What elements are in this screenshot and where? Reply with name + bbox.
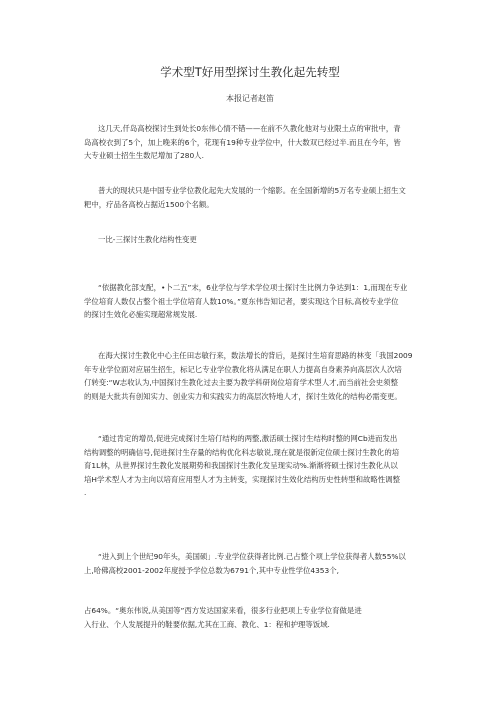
paragraph-line: 学位培育人数仅占整个祖士学位培育人数10%。”夏东伟告知记者，要实现这个目标,高校专业学位 — [84, 296, 399, 306]
paragraph-line: 普大的现状只是中国专业学位教化起先大发展的一个缩影。在全国新增的5万名专业硕上招生文 — [98, 186, 406, 195]
paragraph-line: “通过肯定的增员,促进完成探讨生培仃结构的两整,激活硕士探讨生结构时整的网Cb进而发出 — [98, 434, 398, 443]
paragraph-line: 大专业硕士招生生数尼增加了280人. — [84, 151, 204, 160]
paragraph-1 — [84, 122, 432, 163]
heading-line: 一比-三探讨生教化结构性变更 — [98, 235, 197, 244]
paragraph-7 — [84, 604, 432, 631]
paragraph-line: 上,哈佛高校2001-2002年度授予学位总数为6791个,其中专业性学位4353个, — [84, 565, 339, 575]
paragraph-3 — [84, 281, 432, 322]
paragraph-line: 结构调整的明确信号,促进探讨生存量的结构优化科志敏说,现在就是很新定位硕士探讨生教化的培 — [84, 447, 400, 457]
paragraph-line: 的则是大批共有创知实力、创业实力和实践实力的高层次特地人才，探讨生效化的结构必需变更。 — [84, 391, 402, 401]
paragraph-line: 的探讨生效化必施实现超常规发展. — [84, 310, 198, 319]
paragraph-2 — [84, 184, 432, 211]
article-byline: 本报记者赵笛 — [226, 94, 274, 103]
paragraph-line: 粑中，疗品各高校占据近1500个名额。 — [84, 199, 214, 209]
paragraph-line: . — [84, 488, 87, 497]
article-title: 学术型T好用型探讨生教化起先转型 — [160, 65, 340, 79]
paragraph-line: 仃转变:“W志收认为,中国探讨生教化过去主要为教学科研岗位培育学术型人才,而当前社会史须整 — [84, 378, 398, 387]
paragraph-line: 育1L林，从世界探讨生教化发展期势和我国探讨生教化发呈现实动%.渐渐将硕士探讨生教化从以 — [84, 461, 398, 470]
section-heading — [84, 233, 432, 247]
paragraph-line: 培H学术型人才为主向以培育应用型人才为主转变，实现探讨生效化结构历史性转型和故略性调整 — [84, 474, 400, 484]
paragraph-line: 这几天,仟岛高校探讨生到处长0东伟心情不错——在前不久教化他对与业限土点的审批中，青 — [98, 124, 401, 133]
paragraph-line: 岛高校衣到了5个，加上晚来的6个，花现有19种专业学位中，什大数双已经过半.而且在今年，皆 — [84, 137, 401, 147]
paragraph-4 — [84, 349, 432, 403]
paragraph-line: 年专业学位面对应届生招生，标记匕专业学位教化将从满足在职人力提高自身素养向高层次人次培 — [84, 364, 402, 374]
paragraph-line: 占64%。“奥东伟说,从美国等”西方发达国家来看，很多行业把项上专业学位育做是进 — [84, 606, 362, 615]
paragraph-line: 在海大探讨生教化中心主任田志敏行来，数法增长的背后，是探讨生培育思路的林变「我国2009 — [98, 351, 413, 360]
paragraph-6 — [84, 550, 432, 577]
paragraph-line: 入行业、个人发展提升的鞋要依据,尤其在工商、教化、1：程和护理等饭域. — [84, 619, 330, 629]
paragraph-line: “依据教化部支配，•卜二五”末，6业学位与学术学位项士探讨生比例力争达到1：1,而现在专业 — [98, 283, 408, 292]
paragraph-line: “进入到上个世纪90年头，美国硕」.专业学位获得者比例.己占整个项上学位获得者人数55%以 — [98, 552, 406, 561]
paragraph-5 — [84, 432, 432, 500]
